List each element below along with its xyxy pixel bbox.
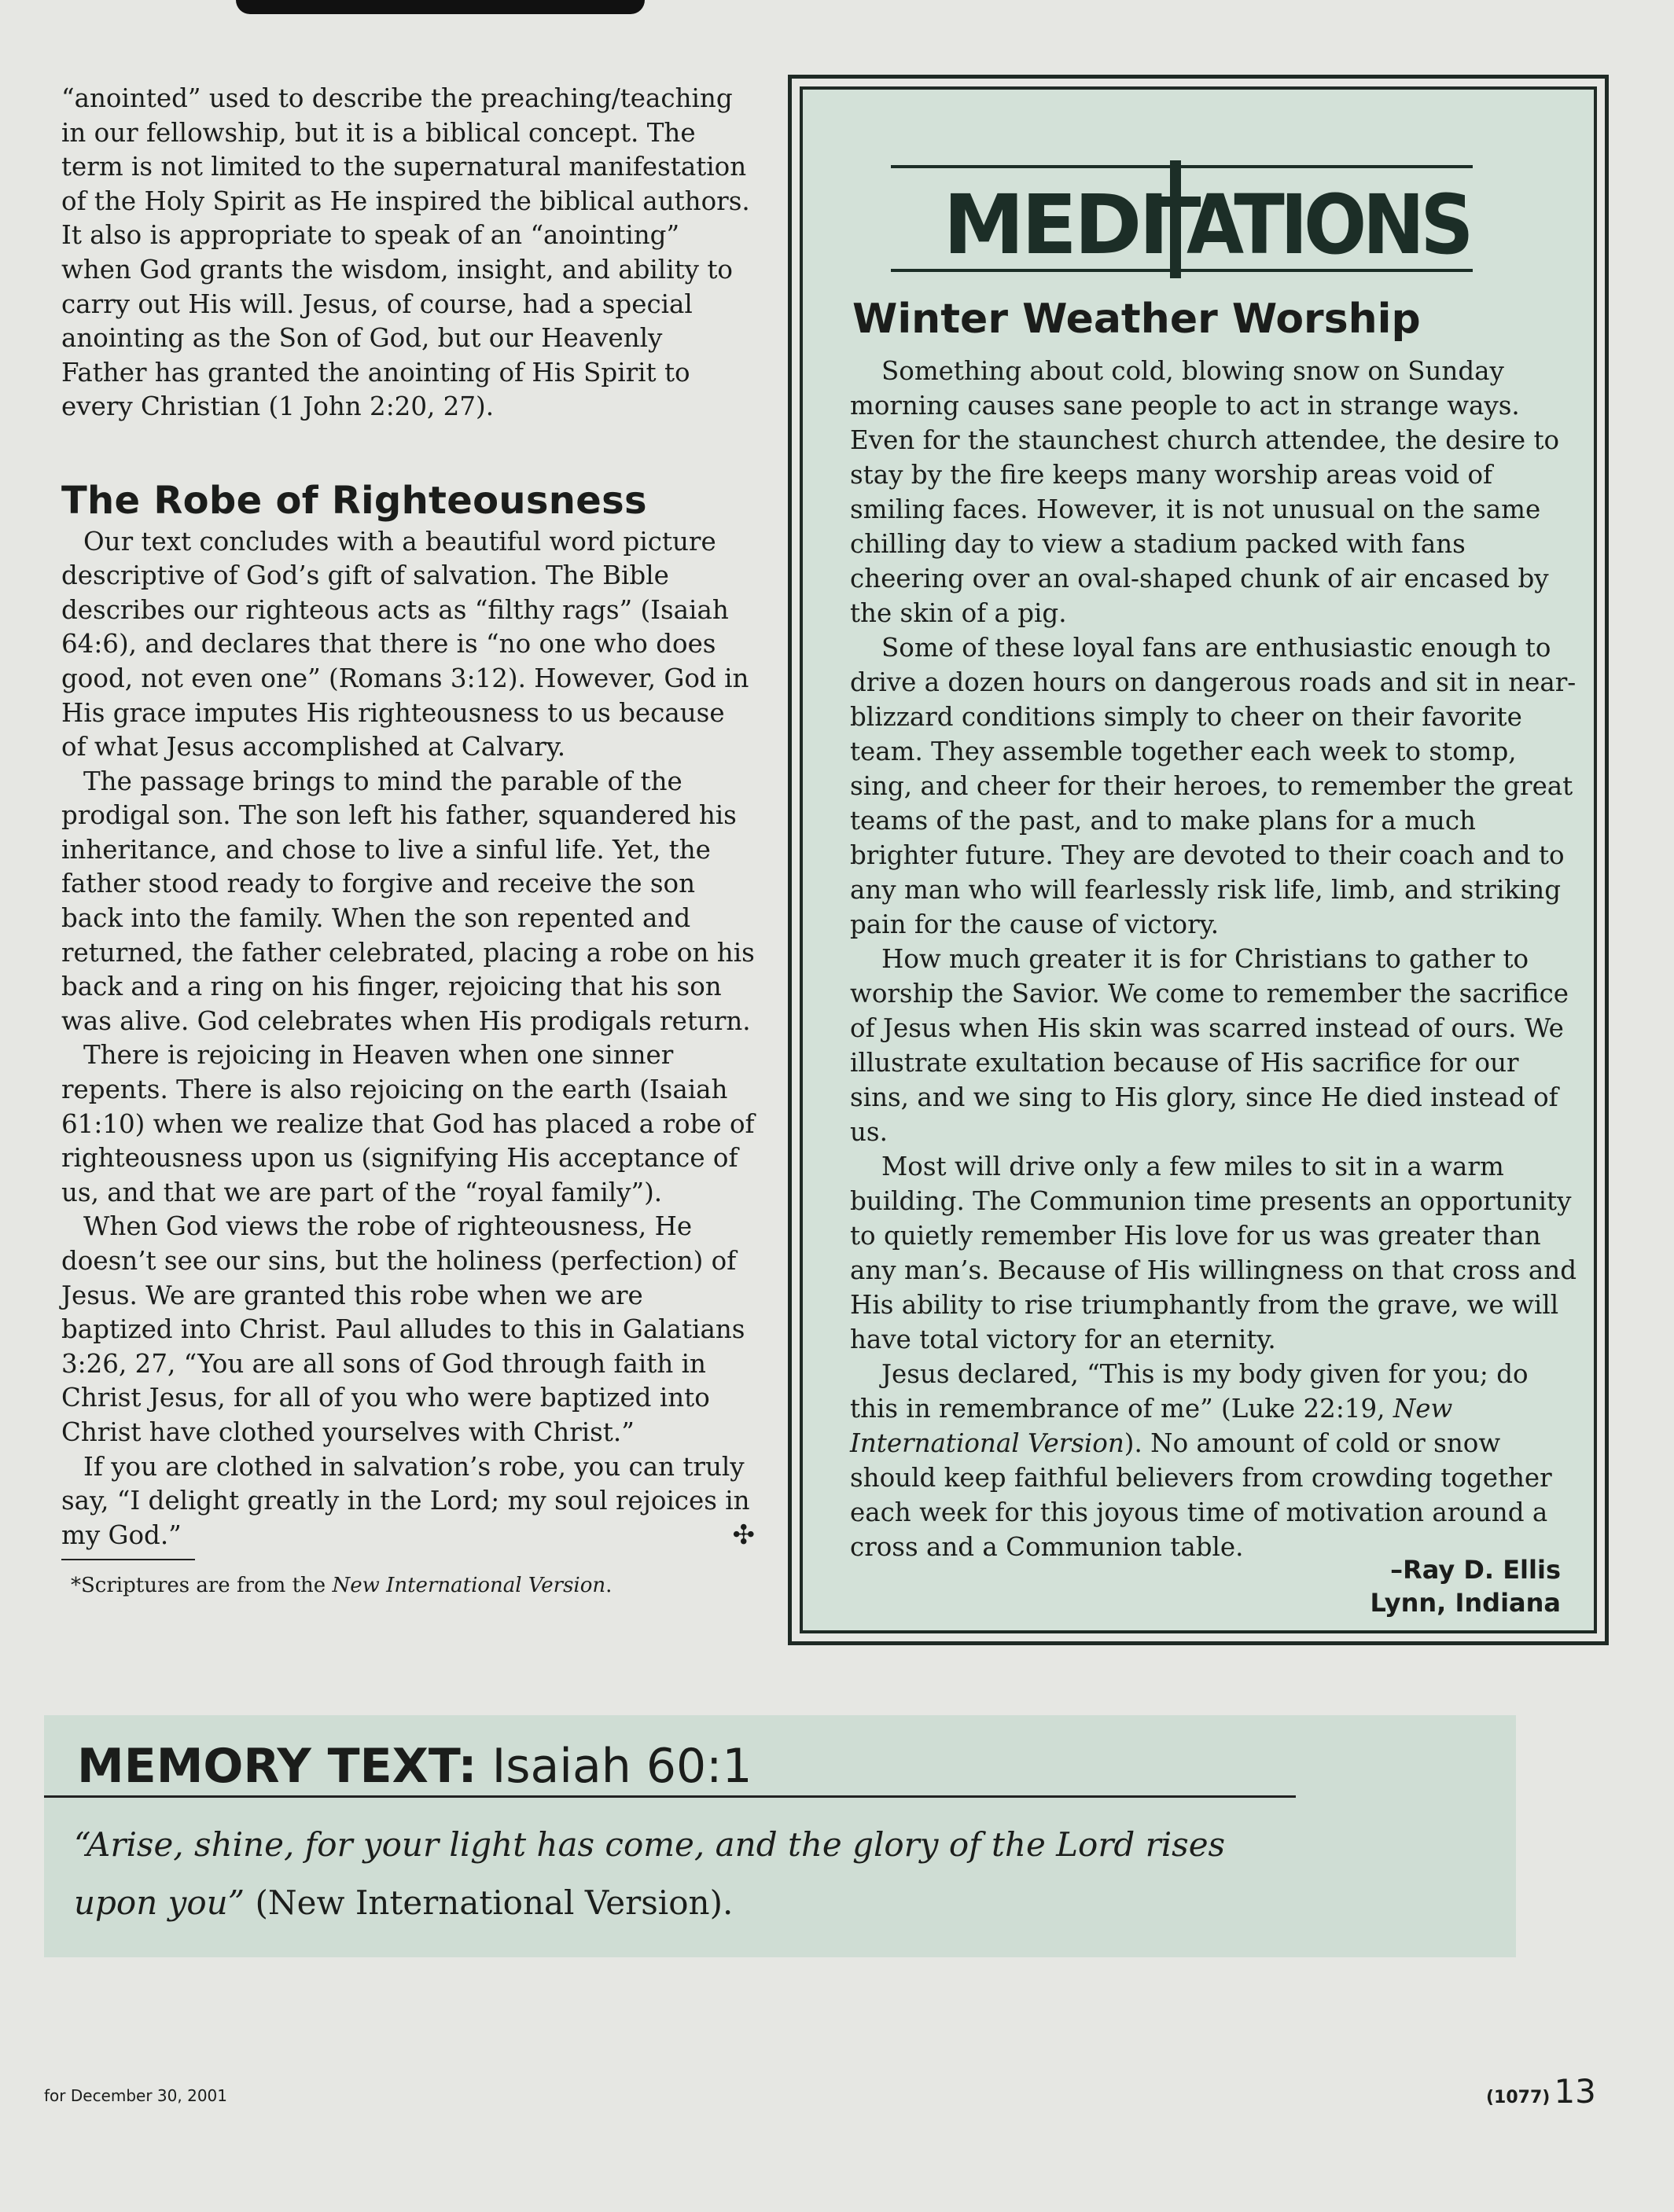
body-paragraph-5-text: If you are clothed in salvation’s robe, you can truly say, “I delight greatly in the Lord; my soul rejoices in my God.” (61, 1451, 750, 1550)
section-heading: The Robe of Righteousness (61, 478, 647, 523)
page-number-area (1486, 2072, 1596, 2111)
issue-date: for December 30, 2001 (44, 2086, 227, 2105)
meditations-title: Winter Weather Worship (852, 296, 1421, 343)
meditations-paragraph-2: Some of these loyal fans are enthusiastic enough to drive a dozen hours on dangerous roads and sit in near-blizzard conditions simply to cheer on their favorite team. They assemble together each week to stomp, sing, and cheer for their heroes, to remember the great teams of the past, and to make plans for a much brighter future. They are devoted to their coach and to any man who will fearlessly risk life, limb, and striking pain for the cause of victory. (850, 633, 1577, 939)
author-signature (1370, 1553, 1561, 1619)
meditations-body (850, 354, 1577, 1564)
end-mark-icon: ✣ (732, 1519, 755, 1551)
top-edge-bar (236, 0, 645, 14)
meditations-paragraph-1: Something about cold, blowing snow on Sunday morning causes sane people to act in strange ways. Even for the staunchest church attendee, the desire to stay by the fire keeps many worship areas void of smiling faces. However, it is not unusual on the same chilling day to view a stadium packed with fans cheering over an oval-shaped chunk of air encased by the skin of a pig. (850, 356, 1560, 628)
body-paragraph-1: Our text concludes with a beautiful word picture descriptive of God’s gift of salvation. The Bible describes our righteous acts as “filthy rags” (Isaiah 64:6), and declares that there is “no one who does good, not even one” (Romans 3:12). However, God in His grace imputes His righteousness to us because of what Jesus accomplished at Calvary. (61, 526, 749, 762)
footnote-rule (61, 1559, 195, 1560)
author-name: –Ray D. Ellis (1390, 1555, 1561, 1585)
author-location: Lynn, Indiana (1370, 1588, 1561, 1618)
body-paragraph-5 (61, 1450, 755, 1553)
body-paragraph-3: There is rejoicing in Heaven when one sinner repents. There is also rejoicing on the earth (Isaiah 61:10) when we realize that God has placed a robe of righteousness upon us (signifying His acceptance of us, and that we are part of the “royal family”). (61, 1040, 755, 1207)
body-paragraph-2: The passage brings to mind the parable of the prodigal son. The son left his father, squandered his inheritance, and chose to live a sinful life. Yet, the father stood ready to forgive and receive the son back into the family. When the son repented and returned, the father celebrated, placing a robe on his back and a ring on his finger, rejoicing that his son was alive. God celebrates when His prodigals return. (61, 766, 755, 1036)
intro-paragraph: “anointed” used to describe the preaching/teaching in our fellowship, but it is a biblical concept. The term is not limited to the supernatural manifestation of the Holy Spirit as He inspired the biblical authors. It also is appropriate to speak of an “anointing” when God grants the wisdom, insight, and ability to carry out His will. Jesus, of course, had a special anointing as the Son of God, but our Heavenly Father has granted the anointing of His Spirit to every Christian (1 John 2:20, 27). (61, 83, 750, 422)
left-column (61, 82, 755, 1600)
meditations-logo (891, 160, 1473, 278)
meditations-paragraph-4: Most will drive only a few miles to sit in a warm building. The Communion time presents an opportunity to quietly remember His love for us was greater than any man’s. Because of His willingness on that cross and His ability to rise triumphantly from the grave, we will have total victory for an eternity. (850, 1152, 1577, 1354)
logo-text-left: MEDI (943, 177, 1166, 273)
meditations-panel (800, 86, 1597, 1633)
memory-text-verse: “Arise, shine, for your light has come, and the glory of the Lord rises upon you” (New International Version). (74, 1825, 1226, 1922)
memory-text-rule (44, 1795, 1296, 1798)
meditations-box (788, 75, 1609, 1645)
meditations-paragraph-5: Jesus declared, “This is my body given for you; do this in remembrance of me” (Luke 22:19, New International Version). No amount of cold or snow should keep faithful believers from crowding together each week for this joyous time of motivation around a cross and a Communion table. (850, 1359, 1552, 1562)
page-code: (1077) (1486, 2088, 1551, 2107)
logo-text-right: ATIONS (1187, 177, 1470, 273)
body-paragraph-4: When God views the robe of righteousness, He doesn’t see our sins, but the holiness (perfection) of Jesus. We are granted this robe when we are baptized into Christ. Paul alludes to this in Galatians 3:26, 27, “You are all sons of God through faith in Christ Jesus, for all of you who were baptized into Christ have clothed yourselves with Christ.” (61, 1211, 745, 1447)
page-number: 13 (1554, 2072, 1596, 2111)
meditations-paragraph-3: How much greater it is for Christians to gather to worship the Savior. We come to remember the sacrifice of Jesus when His skin was scarred instead of ours. We illustrate exultation because of His sacrifice for our sins, and we sing to His glory, since He died instead of us. (850, 944, 1569, 1147)
memory-text-panel (44, 1715, 1516, 1957)
memory-text-heading: MEMORY TEXT: Isaiah 60:1 (77, 1739, 752, 1794)
footnote: *Scriptures are from the New International Version. (71, 1574, 613, 1598)
